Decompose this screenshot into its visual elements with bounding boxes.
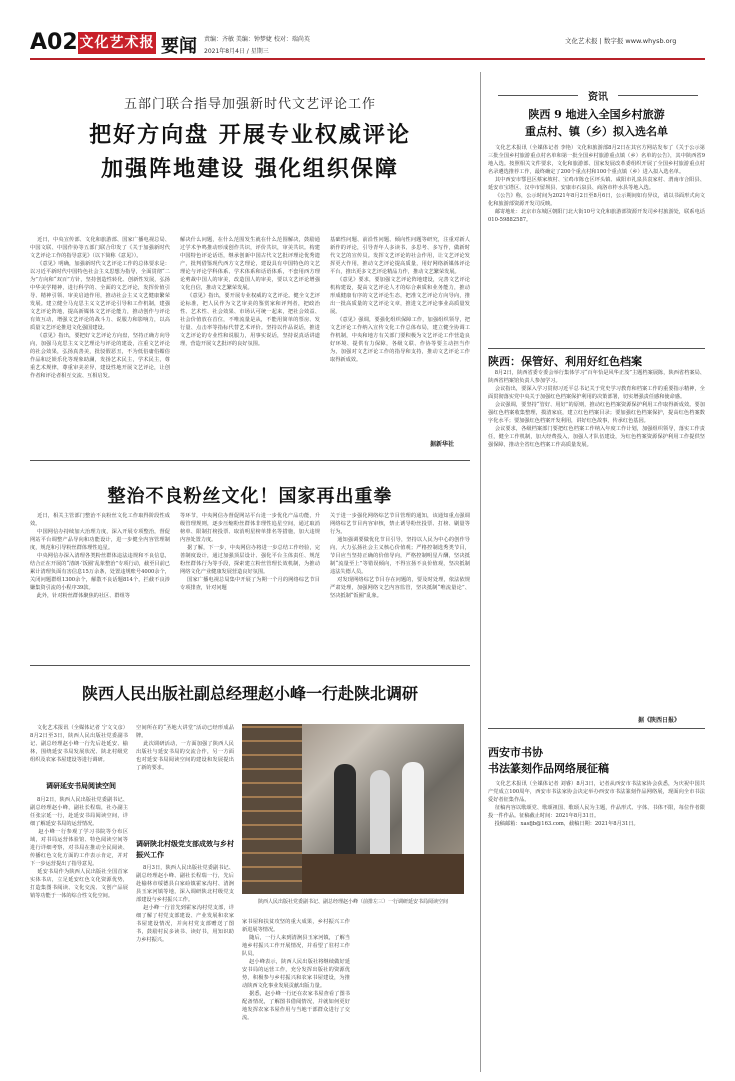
photo-display-table: [302, 854, 464, 894]
bottom-title: 陕西人民出版社副总经理赵小峰一行赴陕北调研: [81, 684, 418, 703]
editors-line: 责编：齐敏 美编：钟梦婕 校对：瑞尚英: [204, 36, 310, 43]
bottom-subhead-2: 调研陕北村级党支部成效与乡村振兴工作: [136, 839, 234, 859]
info-column: [488, 66, 705, 1076]
story2-rule: [488, 348, 705, 349]
info-header-rule-left: [498, 95, 578, 96]
bottom-col-1: 8月2日，陕西人民出版社党委副书记、副总经理赵小峰，副社长程瑞，社办副主任张宗延一行，赴延安书局阅读空间，详细了解延安书局的运营情况。 赵小峰一行参观了学习书院等分布区域，对书局运营体验馆、特色阅读空间等进行详细考察，对书局在推动全民阅读、传播红色文化方面的工作表示肯定，并对下一步运营提出了指导意见。 延安书局作为陕西人民出版社全国首家实体书店，立足延安红色文化资源优势，打造集图书阅读、文化交流、文创产品展销等功能于一体的综合性文化空间。: [30, 797, 128, 899]
story1-title-2: 重点村、镇（乡）拟入选名单: [525, 125, 668, 138]
event-photo: [242, 724, 464, 894]
lead-kicker: 五部门联合指导加强新时代文艺评论工作: [123, 97, 376, 112]
story2-title: 陕西：保管好、利用好红色档案: [488, 355, 642, 368]
middle-col-1: 近日，相关主管部门整治不良粉丝文化工作取得阶段性成效。 中国网信办持续加大治理力度，深入开展专项整治，督促网站平台调整产品导向和功能设计，进一步健全内容管理制度，规范和引导粉丝群体理性追星。 中央网信办深入清理各类粉丝群体违法违规和不良信息，结合正在开展的“清朗·‘饭圈’乱象整治”专项行动，截至目前已累计清理负面有害信息15万余条，处置违规账号4000余个，关闭问题群组1300余个，解散不良话题814个，拦截不良涉嫌集资引流的小程序39款。 此外，针对粉丝群体聚焦的社区、群组等: [30, 513, 170, 599]
lead-byline: 据新华社: [430, 441, 455, 448]
story1-title-1: 陕西 9 地进入全国乡村旅游: [528, 108, 665, 121]
section-name: 要闻: [161, 36, 197, 57]
bottom-col-2b: 8月3日，陕西人民出版社党委副书记、副总经理赵小峰、副社长程瑞一行，先后赴榆林市绥德县白家硷镇霍家沟村、清涧县玉家河镇等地，深入调研陕北村级党支部建设与乡村振兴工作。 赵小峰一行首先到霍家沟村党支部，详细了解了村党支部建设、产业发展和农家书屋建设情况，并向村党支部赠送了图书，鼓励村民多读书、读好书，用知识助力乡村振兴。: [136, 865, 234, 943]
site-line: 文化艺术报 | 数字报 www.whysb.org: [565, 37, 677, 45]
issue-date: 2021年8月4日 / 星期三: [204, 48, 269, 55]
masthead: [0, 0, 735, 62]
photo-caption: 陕西人民出版社党委副书记、副总经理赵小峰（前排左三）一行调研延安书局阅读空间: [257, 899, 448, 905]
story3-title-1: 西安市书协: [488, 746, 543, 759]
newspaper-logo: 文化艺术报: [78, 32, 156, 54]
story2-text: 8月2日，陕西省委专委会举行集体学习“百年恰是风华正茂”主题档案展陈，陕西省档案局、陕西省档案馆负责人参加学习。 会议指出，要深入学习贯彻习近平总书记关于党史学习教育和档案工作的重要指示精神，全面贯彻落实党中央关于加强红色档案保护利用的决策部署，切实增强责任感和使命感。 会议强调，要坚持“管好、用好”的原则，推动红色档案资源保护利用工作取得新成效。要加强红色档案收集整理，摸清家底，建立红色档案目录；要加强红色档案保护，提高红色档案数字化水平；要加强红色档案开发利用，讲好红色故事，传承红色基因。 会议要求，各级档案部门要把红色档案工作纳入年度工作计划，加强组织领导，落实工作责任，健全工作机制，加大经费投入，加强人才队伍建设，为红色档案资源保护利用工作提供坚强保障，推动全省红色档案工作高质量发展。: [488, 370, 705, 448]
info-header-rule-right: [618, 95, 698, 96]
story2-byline: 据《陕西日报》: [638, 717, 681, 724]
lead-title-2: 加强阵地建设 强化组织保障: [101, 156, 399, 182]
lead-col-2: 解决什么问题，在什么范围发生就在什么范围解决，鼓励通过学术争鸣推动形成创作共识，评价共识，审美共识。构建中国特色评论话语，继承创新中国古代文艺批评理论优秀遗产，批判借鉴现代西方文艺理论，建设具有中国特色的文艺理论与评论学科体系、学术体系和话语体系，不套用西方理论剪裁中国人的审美，改造国人的审美，要以文艺评论增强文化自信，推动文艺繁荣发展。 《意见》指出，要开展专业权威的文艺评论。健全文艺评论标准，把人民作为文艺审美的鉴赏家和评判者，把政治性、艺术性、社会效果、市场认可统一起来，把社会效益、社会价值放在首位，不唯流量是从，不能用简单的票房、发行量、点击率等指标代替艺术评价。坚持以作品说话，推进文艺评论的专业性和说服力，用事实说话，坚持说真话讲道理，营造开展文艺批评的良好氛围。: [180, 237, 320, 347]
masthead-rule: [30, 58, 705, 60]
bottom-subhead-1: 调研延安书局阅读空间: [46, 781, 116, 790]
photo-bookshelf: [242, 724, 302, 894]
middle-col-3: 关于进一步强化网络综艺节目管理的通知，该通知重点强调网络综艺节目内容审核，禁止诱导粉丝投票、打榜、刷量等行为。 通知强调要做优化节目引导，坚持以人民为中心的创作导向，大力弘扬社会主义核心价值观；严格控制选秀类节目，节目应当坚持正确的价值导向，严格控制明星片酬，坚决抵制“流量至上”等错误倾向，不得宣扬不良价值观，坚决抵制违法失德人员。 对发现网络综艺节目存在问题的，要及时处理，依法依规严肃处理，加强网络文艺内容监管，坚决抵制“唯流量论”、坚决抵制“饭圈”乱象。: [330, 513, 470, 599]
column-divider: [480, 72, 481, 1072]
story3-title-2: 书法篆刻作品网络展征稿: [488, 762, 609, 775]
story3-text: 文化艺术报讯（全媒体记者 刘睿）8月3日，记者从西安市书法家协会获悉，为庆祝中国共产党成立100周年，西安市书法家协会决定举办西安市书法篆刻作品网络展，现面向全市书法爱好者征集作品。 征稿内容以歌颂党、歌颂祖国、歌颂人民为主题，作品形式、字体、书体不限，每位作者限投一件作品。征稿截止时间：2021年8月31日。 投稿邮箱：xasfjb@163.com，截稿日期：2021年8月31日。: [488, 781, 705, 827]
middle-story: [30, 462, 470, 662]
bottom-col-2a: 空间所在的“圣地大讲堂”活动已经形成品牌。 此次调研活动，一方面加强了陕西人民出版社与延安书局的交流合作，另一方面也对延安书局阅读空间的建设和发展提出了新的要求。: [136, 725, 234, 771]
bottom-col-3: 家书屋和扶贫攻坚的重大成果，乡村振兴工作新进展等情况。 随后，一行人来到清涧县玉家河镇，了解当地乡村振兴工作开展情况，并看望了驻村工作队员。 赵小峰表示，陕西人民出版社将继续做好延安书局的运营工作，充分发挥出版社的资源优势，积极参与乡村振兴和农家书屋建设，为推动陕西文化事业发展贡献出版力量。 据悉，赵小峰一行还在农家书屋查看了图书配备情况，了解图书借阅情况，并就如何更好地发挥农家书屋作用与当地干部群众进行了交流。: [242, 919, 350, 1021]
lead-story: [30, 66, 470, 456]
story1-text: 文化艺术报讯（全媒体记者 李艳）文化和旅游部8月2日在其官方网站发布了《关于公示第三批全国乡村旅游重点村名单和第一批全国乡村旅游重点镇（乡）名单的公告》，其中陕西省9地入选。按照相关文件要求，文化和旅游部、国家发展改革委组织开展了全国乡村旅游重点村名录遴选推荐工作，最终确定了200个重点村和100个重点镇（乡）进入拟入选名单。 其中西安市鄠邑区蔡家坡村、宝鸡市陈仓区坪头镇、咸阳市礼泉县袁家村、渭南市合阳县、延安市宝塔区、汉中市留坝县、安康市石泉县、商洛市柞水县等地入选。 《公告》称，公示时间为2021年8月2日至8月6日，公示期间如有异议，请以书面形式向文化和旅游部资源开发司反映。 邮寄地址：北京市东城区朝阳门北大街10号文化和旅游部资源开发司乡村旅游处，联系电话010-59882587。: [488, 145, 705, 223]
middle-title: 整治不良粉丝文化！国家再出重拳: [107, 486, 393, 507]
info-header: 资讯: [588, 92, 608, 103]
bottom-intro: 文化艺术报讯（全媒体记者 宁文文彦）8月2日至3日，陕西人民出版社党委副书记、副总经理赵小峰一行先后赴延安、榆林，围绕延安书局发展状况、陕北村级党组织及农家书屋建设等进行调研。: [30, 725, 128, 763]
lead-col-3: 基础性问题、前沿性问题、倾向性问题等研究，注重对新人新作的评论，引导青年人多读书、多思考、多写作，做新时代文艺的宣传员。发挥文艺评论的社会作用，让文艺评论发挥更大作用，推动文艺评论提高质量，用好网络新媒体评论平台，推出更多文艺评论精品力作，推动文艺繁荣发展。 《意见》要求，要加强文艺评论阵地建设，完善文艺评论机构建设，提高文艺评论人才的综合素质和业务能力，推动形成健康有序的文艺评论生态，把准文艺评论方向导向，推出一批高质量的文艺评论文章，推进文艺评论事业高质量发展。 《意见》强调，要强化组织保障工作，加强组织领导，把文艺评论工作纳入宣传文化工作总体布局，建立健全协调工作机制，中央和地方有关部门要积极为文艺评论工作营造良好环境、提供有力保障，各级文联、作协等要主动担当作为，加强对文艺评论工作的指导和支持，推动文艺评论工作取得新成效。: [330, 237, 470, 363]
lead-title-1: 把好方向盘 开展专业权威评论: [89, 122, 411, 148]
bottom-col-4: [356, 918, 464, 1071]
page-number: A02: [30, 30, 78, 55]
lead-col-1: 近日，中央宣传部、文化和旅游部、国家广播电视总局、中国文联、中国作协等五部门联合印发了《关于加强新时代文艺评论工作的指导意见》（以下简称《意见》）。 《意见》明确，加强新时代文艺评论工作的总体要求是：以习近平新时代中国特色社会主义思想为指导，全面贯彻“二为”方向和“双百”方针，坚持创造性转化、创新性发展，弘扬中华美学精神，进行科学的、全面的文艺评论，发挥价值引导、精神引领、审美启迪作用，推动社会主义文艺健康繁荣发展。建立健全马克思主义文艺评论引导和工作机制，建强文艺评论阵地，提高新媒体文艺评论能力，推动创作与评论有效互动，增强文艺评论的战斗力、说服力和影响力，以高质量文艺评论推进文化强国建设。 《意见》指出，要把好文艺评论方向盘，坚持正确方向导向，加强马克思主义文艺理论与评论的建设，注重文艺评论的社会效果，弘扬真善美，批驳假恶丑，不为低俗庸俗媚俗作品和泛娱乐化等现象助澜，发扬艺术民主，学术民主，尊重艺术规律，尊重审美差异，建设性地开展文艺评论，让创作者和评论者相互交流、互相启发。: [30, 237, 170, 379]
bottom-story: [30, 666, 470, 1076]
middle-col-2: 等环节，中央网信办督促网站平台进一步优化产品功能，升级管理规则，逐步压缩粉丝群体非理性追星空间，通过取消榜单、限制打榜投票、取消明星榜单排名等措施，加大违规内容处置力度。 据了解，下一步，中央网信办将进一步总结工作经验，完善制度设计，通过加强顶层设计、强化平台主体责任、规范粉丝群体行为等手段，探索建立粉丝管理长效机制，为推动网络文化产业健康发展营造良好氛围。 国家广播电视总局集中开展了为期一个月的网络综艺节目专项排查，针对问题: [180, 513, 320, 591]
middle-top-rule: [30, 460, 470, 461]
story3-rule: [488, 728, 705, 729]
